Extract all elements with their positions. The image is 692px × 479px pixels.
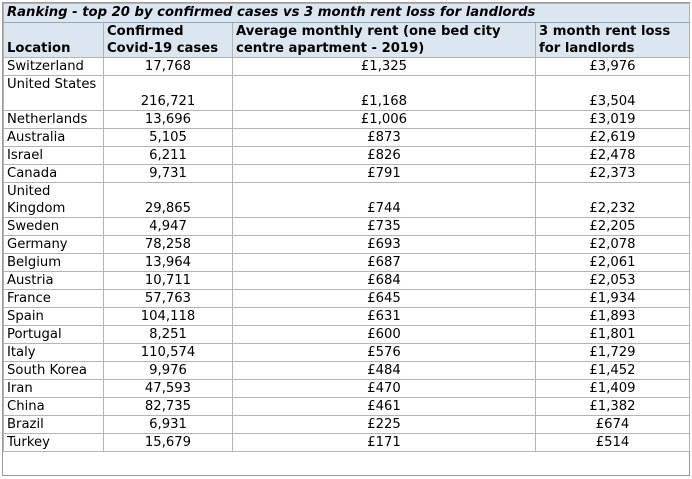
table-row [4,111,690,129]
table-row [4,290,690,308]
cases-cell: 5,105 [104,129,233,147]
header-rent-line1: Average monthly rent (one bed city [236,24,501,39]
cases-cell: 82,735 [104,398,233,416]
ranking-table-sheet [2,2,690,476]
header-rent-loss [536,23,690,58]
loss-cell: £1,382 [536,398,690,416]
location-cell: Sweden [4,218,104,236]
cases-cell: 6,211 [104,147,233,165]
location-cell: France [4,290,104,308]
cases-cell: 8,251 [104,326,233,344]
loss-cell: £2,232 [536,183,690,218]
header-loss-line1: 3 month rent loss [539,24,671,39]
cases-cell: 17,768 [104,58,233,76]
table-row [4,416,690,434]
table-row [4,362,690,380]
table-row [4,147,690,165]
location-cell: Italy [4,344,104,362]
table-row [4,165,690,183]
table-row [4,183,690,218]
cases-cell: 9,976 [104,362,233,380]
rent-cell: £826 [233,147,536,165]
header-confirmed-line2: Covid-19 cases [107,41,219,56]
cases-cell: 47,593 [104,380,233,398]
rent-cell: £645 [233,290,536,308]
location-cell: Australia [4,129,104,147]
rent-cell: £1,168 [233,76,536,111]
location-cell: South Korea [4,362,104,380]
header-rent-line2: centre apartment - 2019) [236,41,425,56]
loss-cell: £1,801 [536,326,690,344]
location-cell: Portugal [4,326,104,344]
cases-cell: 13,964 [104,254,233,272]
location-cell: United Kingdom [4,183,104,218]
rent-cell: £693 [233,236,536,254]
table-row [4,254,690,272]
cases-cell: 29,865 [104,183,233,218]
cases-cell: 9,731 [104,165,233,183]
loss-cell: £1,409 [536,380,690,398]
loss-cell: £1,452 [536,362,690,380]
location-cell: Belgium [4,254,104,272]
rent-cell: £1,325 [233,58,536,76]
table-row [4,236,690,254]
loss-cell: £2,373 [536,165,690,183]
cases-cell: 57,763 [104,290,233,308]
location-cell: Brazil [4,416,104,434]
rent-cell: £470 [233,380,536,398]
rent-cell: £791 [233,165,536,183]
rent-cell: £684 [233,272,536,290]
cases-cell: 110,574 [104,344,233,362]
loss-cell: £2,061 [536,254,690,272]
table-title: Ranking - top 20 by confirmed cases vs 3 month rent loss for landlords [4,4,690,23]
rent-cell: £631 [233,308,536,326]
header-location: Location [4,23,104,58]
loss-cell: £1,934 [536,290,690,308]
location-cell: Turkey [4,434,104,452]
location-cell: Israel [4,147,104,165]
ranking-table [3,3,690,452]
cases-cell: 6,931 [104,416,233,434]
header-loss-line2: for landlords [539,41,635,56]
rent-cell: £873 [233,129,536,147]
loss-cell: £2,053 [536,272,690,290]
rent-cell: £1,006 [233,111,536,129]
header-average-rent [233,23,536,58]
loss-cell: £3,504 [536,76,690,111]
loss-cell: £2,619 [536,129,690,147]
header-row [4,23,690,58]
loss-cell: £3,976 [536,58,690,76]
table-row [4,218,690,236]
loss-cell: £514 [536,434,690,452]
title-row [4,4,690,23]
location-cell: Netherlands [4,111,104,129]
rent-cell: £225 [233,416,536,434]
rent-cell: £484 [233,362,536,380]
rent-cell: £687 [233,254,536,272]
cases-cell: 104,118 [104,308,233,326]
location-cell: Canada [4,165,104,183]
loss-cell: £2,078 [536,236,690,254]
table-row [4,308,690,326]
loss-cell: £674 [536,416,690,434]
rent-cell: £576 [233,344,536,362]
rent-cell: £744 [233,183,536,218]
loss-cell: £2,478 [536,147,690,165]
table-row [4,272,690,290]
header-confirmed-line1: Confirmed [107,24,184,39]
cases-cell: 4,947 [104,218,233,236]
loss-cell: £3,019 [536,111,690,129]
location-cell: Spain [4,308,104,326]
location-cell: Germany [4,236,104,254]
cases-cell: 216,721 [104,76,233,111]
cases-cell: 78,258 [104,236,233,254]
rent-cell: £600 [233,326,536,344]
loss-cell: £1,729 [536,344,690,362]
location-cell: China [4,398,104,416]
location-cell: Iran [4,380,104,398]
table-row [4,398,690,416]
cases-cell: 10,711 [104,272,233,290]
table-row [4,434,690,452]
rent-cell: £461 [233,398,536,416]
table-row [4,76,690,111]
table-row [4,380,690,398]
rent-cell: £735 [233,218,536,236]
table-row [4,58,690,76]
location-cell: Austria [4,272,104,290]
table-row [4,129,690,147]
rent-cell: £171 [233,434,536,452]
cases-cell: 15,679 [104,434,233,452]
loss-cell: £2,205 [536,218,690,236]
table-row [4,326,690,344]
loss-cell: £1,893 [536,308,690,326]
location-cell: United States [4,76,104,111]
location-cell: Switzerland [4,58,104,76]
cases-cell: 13,696 [104,111,233,129]
table-row [4,344,690,362]
header-confirmed-cases [104,23,233,58]
